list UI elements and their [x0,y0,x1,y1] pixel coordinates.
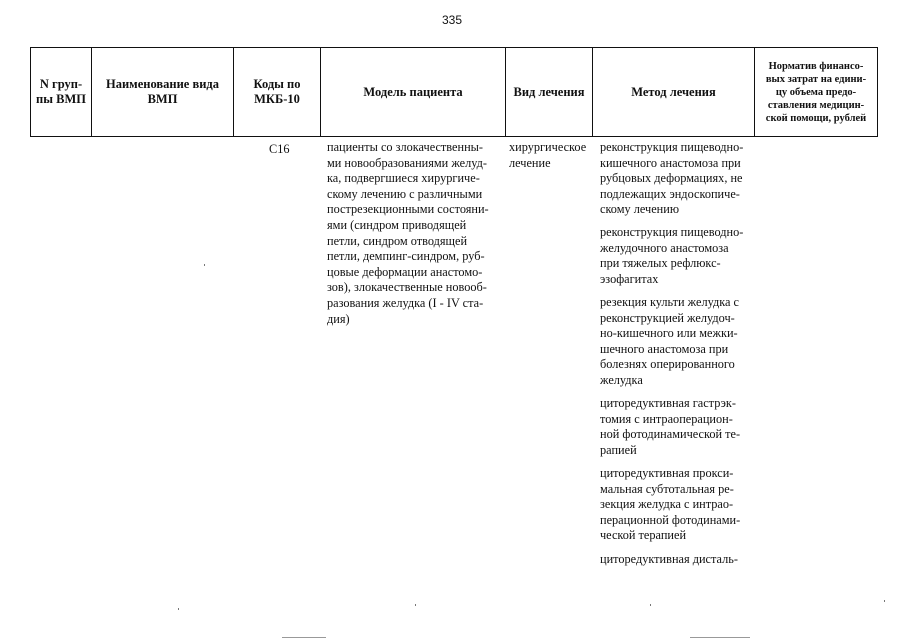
column-divider [877,47,878,137]
scan-edge-mark [690,637,750,638]
header-mkb-code: Коды по МКБ-10 [253,77,301,106]
header-treatment-method: Метод лечения [631,84,716,99]
table-header-bottom-border [30,136,878,137]
header-group: N груп- пы ВМП [36,77,86,106]
header-name: Наименование вида ВМП [106,77,219,106]
cell-method-2: реконструкция пищеводно- желудочного анастомоза при тяжелых рефлюкс- эзофагитах [600,225,744,286]
header-patient-model: Модель пациента [363,84,463,99]
cell-method-1: реконструкция пищеводно- кишечного анастомоза при рубцовых деформациях, не подлежащих эндоскопиче- скому лечению [600,140,744,217]
cell-method-5: циторедуктивная прокси- мальная субтотальная ре- зекция желудка с интрао- перационной фотодинами- ческой терапией [600,466,741,543]
cell-mkb-code: C16 [269,142,290,156]
page-number: 335 [441,13,463,27]
scan-edge-mark [282,637,326,638]
header-treatment-type: Вид лечения [513,84,585,99]
cell-patient-model: пациенты со злокачественны- ми новообразованиями желуд- ка, подвергшиеся хирургиче- скому лечению с различными пострезекционными состояни- ями (синдром приводящей петли, синдром отводящей петли, демпинг-синдром, руб- цовые деформации анастомо- зов), злокачественные новооб- разования желудка (I - IV ста- дия) [327,140,489,326]
scan-speck [204,264,205,266]
cell-method-3: резекция культи желудка с реконструкцией желудоч- но-кишечного или межки- шечного анастомоза при болезнях оперированного желудка [600,295,739,387]
scan-speck [415,604,416,606]
scan-speck [884,600,885,602]
header-cost-standard: Норматив финансо- вых затрат на едини- цу объема предо- ставления медицин- ской помощи, рублей [765,60,867,124]
cell-method-6: циторедуктивная дисталь- [600,552,738,566]
scan-speck [178,608,179,610]
cell-treatment-type: хирургическое лечение [509,140,587,170]
scan-speck [650,604,651,606]
cell-method-4: циторедуктивная гастрэк- томия с интраоперацион- ной фотодинамической те- рапией [600,396,741,457]
